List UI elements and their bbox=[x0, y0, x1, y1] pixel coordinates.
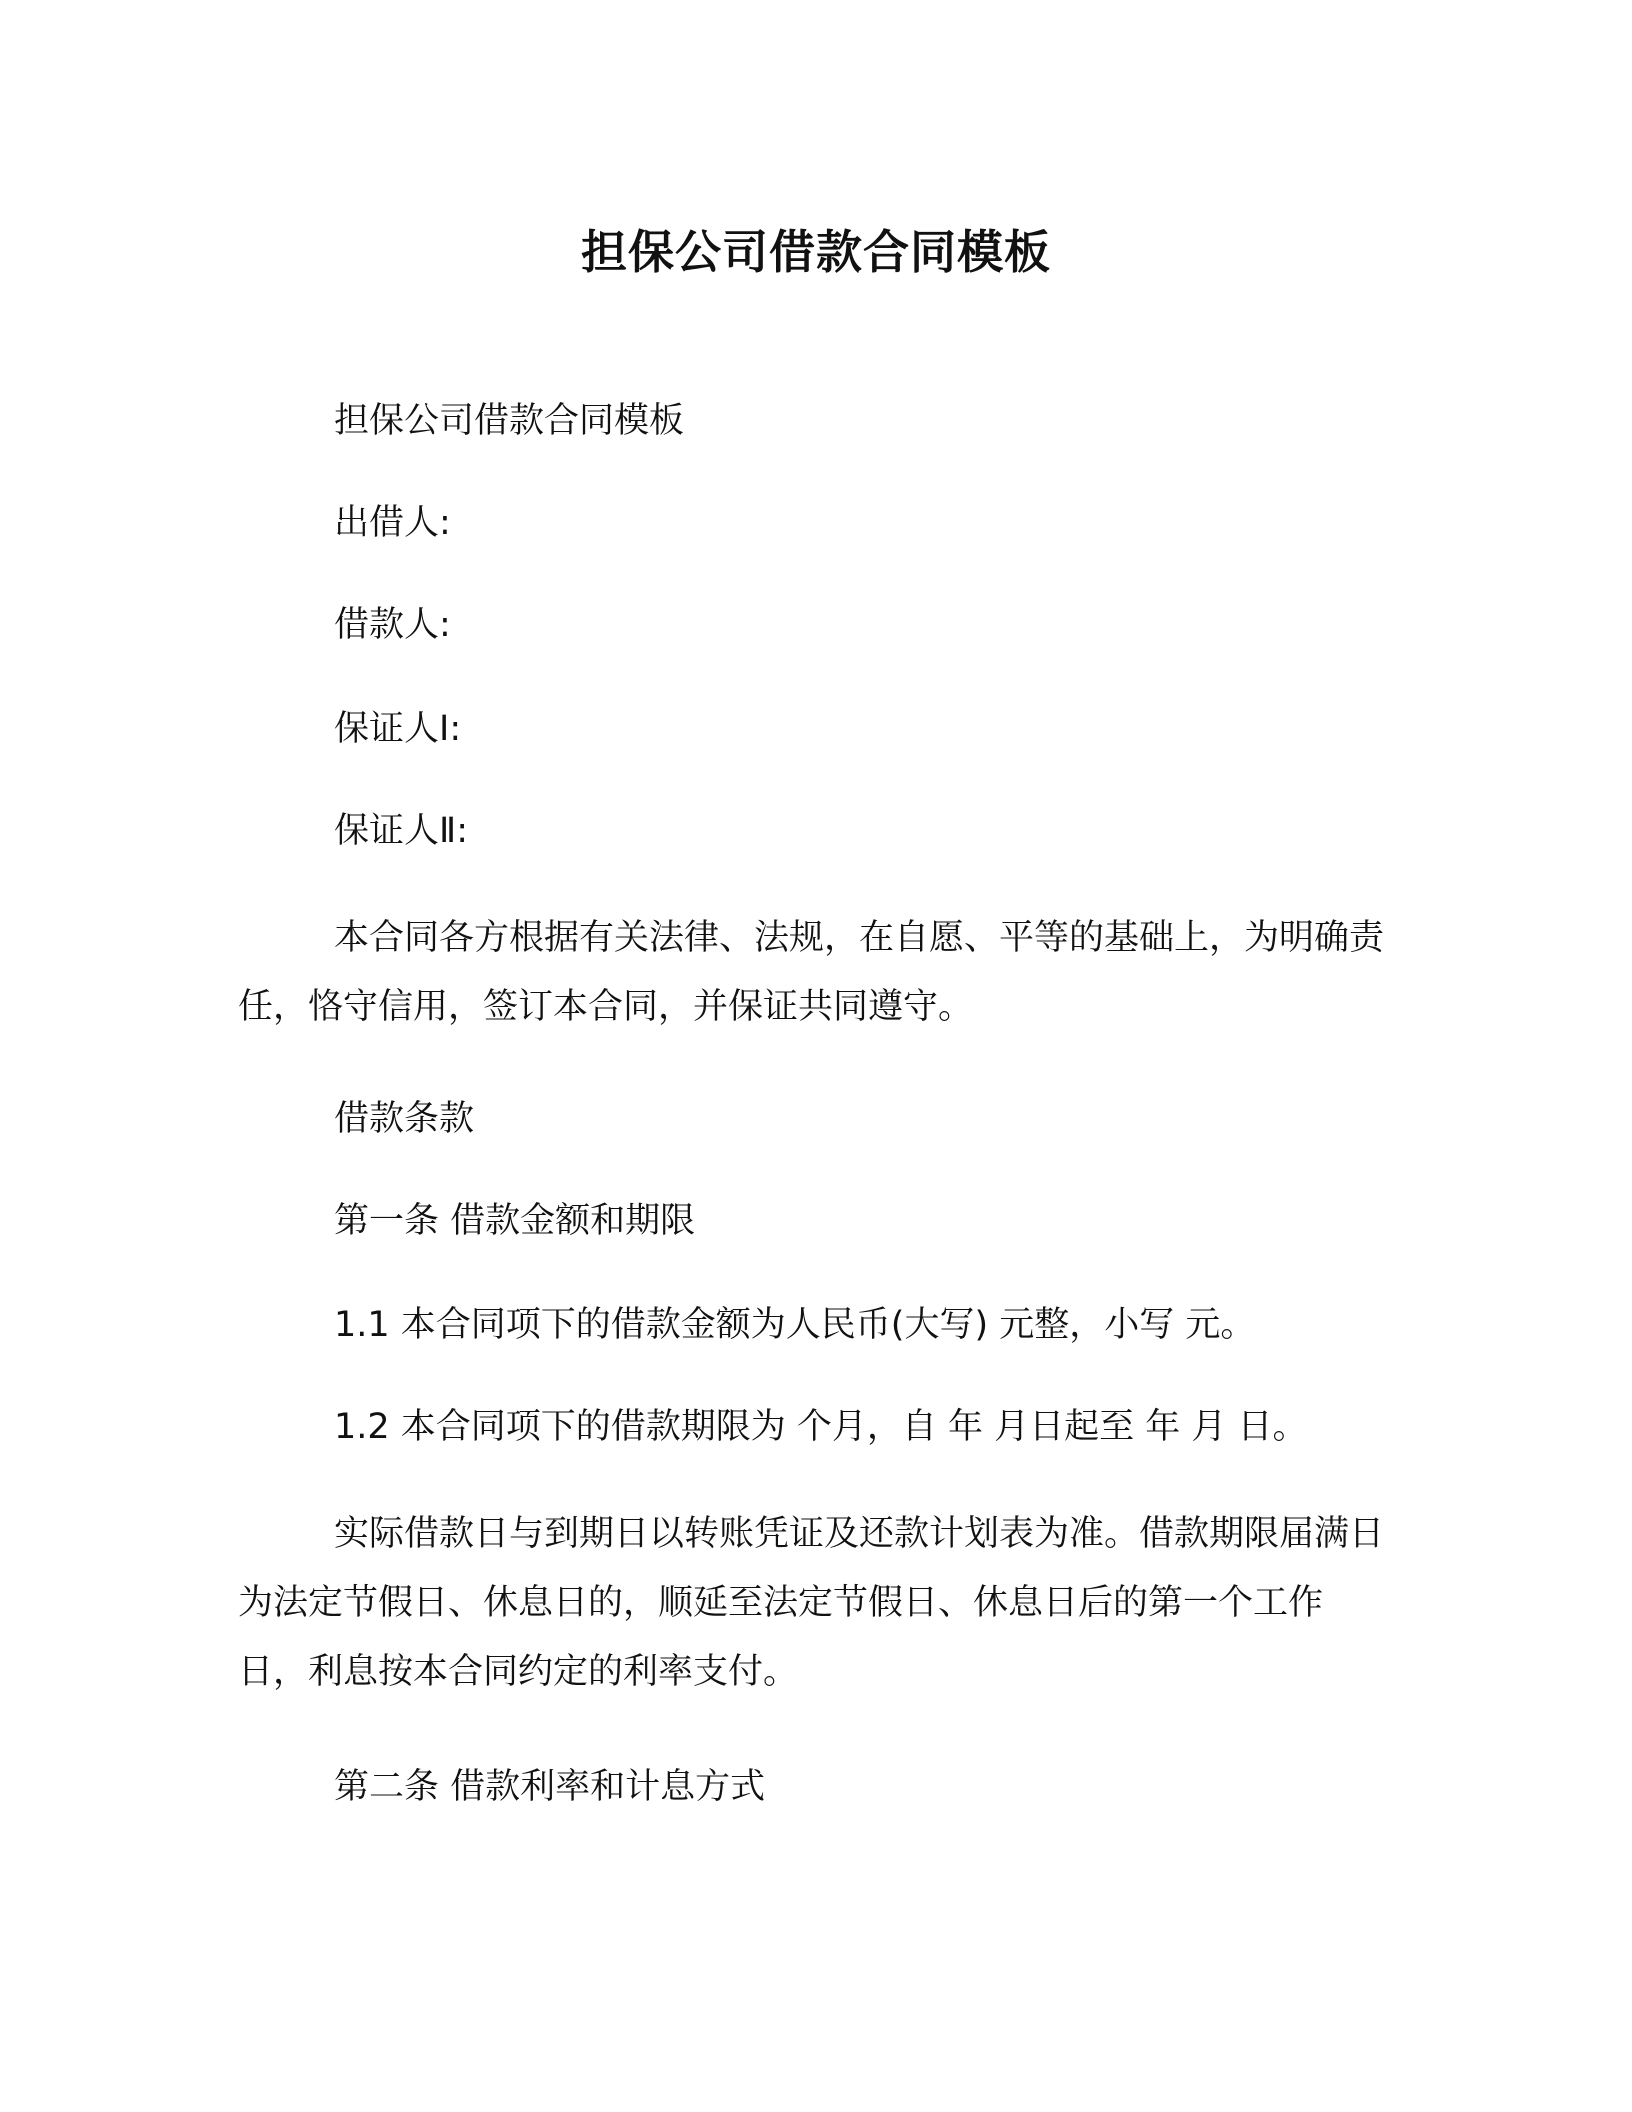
section-heading: 借款条款 bbox=[334, 1099, 475, 1139]
lender-label: 出借人: bbox=[334, 503, 451, 543]
document-subtitle: 担保公司借款合同模板 bbox=[334, 401, 685, 441]
borrower-label: 借款人: bbox=[334, 605, 451, 645]
clause-1-1: 1.1 本合同项下的借款金额为人民币(大写) 元整，小写 元。 bbox=[334, 1305, 1256, 1345]
document-title: 担保公司借款合同模板 bbox=[581, 225, 1051, 279]
clause-1-2: 1.2 本合同项下的借款期限为 个月，自 年 月日起至 年 月 日。 bbox=[334, 1407, 1308, 1447]
article-1-note: 实际借款日与到期日以转账凭证及还款计划表为准。借款期限届满日为法定节假日、休息日的，顺延至法定节假日、休息日后的第一个工作日，利息按本合同约定的利率支付。 bbox=[238, 1514, 1385, 1692]
preamble-paragraph: 本合同各方根据有关法律、法规，在自愿、平等的基础上，为明确责任，恪守信用，签订本合同，并保证共同遵守。 bbox=[238, 918, 1385, 1027]
article-2-heading: 第二条 借款利率和计息方式 bbox=[334, 1767, 766, 1807]
guarantor-1-label: 保证人Ⅰ: bbox=[334, 709, 462, 749]
guarantor-2-label: 保证人Ⅱ: bbox=[334, 811, 469, 851]
article-1-heading: 第一条 借款金额和期限 bbox=[334, 1201, 696, 1241]
